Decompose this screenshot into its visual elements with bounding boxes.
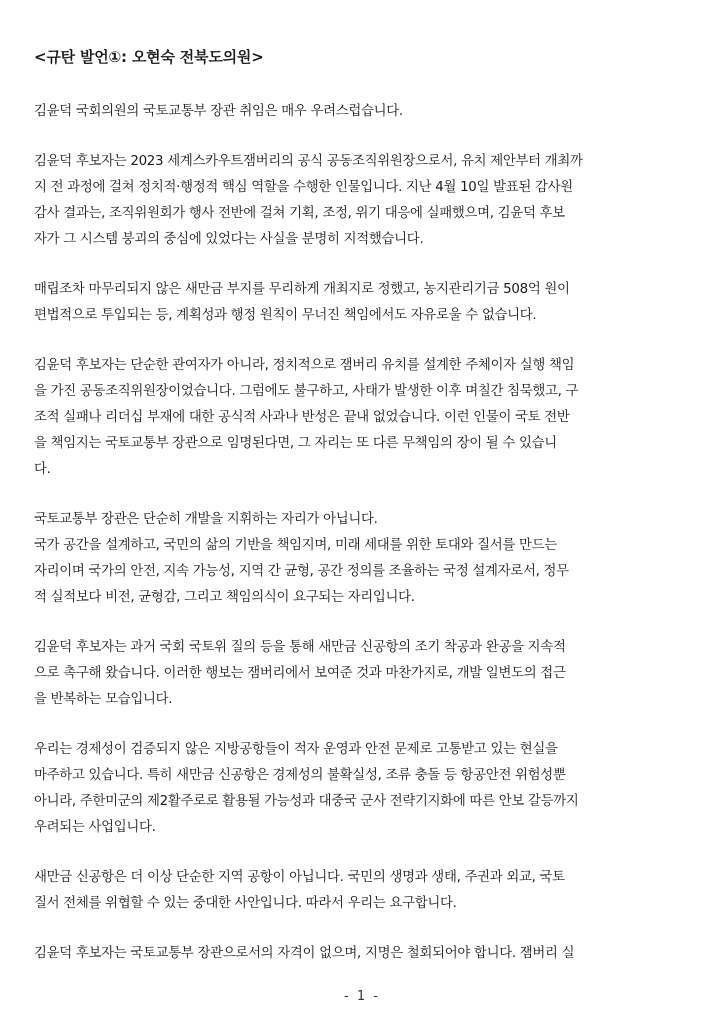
paragraph: [34, 865, 694, 917]
paragraph-line: 을 가진 공동조직위원장이었습니다. 그럼에도 불구하고, 사태가 발생한 이후 며칠간 침묵했고, 구: [34, 384, 579, 399]
paragraph-line: 질서 전체를 위협할 수 있는 중대한 사안입니다. 따라서 우리는 요구합니다.: [34, 896, 457, 911]
paragraph-line: 다.: [34, 462, 51, 477]
document-body: [34, 99, 694, 967]
paragraph-line: 우리는 경제성이 검증되지 않은 지방공항들이 적자 운영과 안전 문제로 고통받고 있는 현실을: [34, 742, 558, 757]
paragraph-line: 김윤덕 국회의원의 국토교통부 장관 취임은 매우 우려스럽습니다.: [34, 104, 403, 119]
paragraph-line: 편법적으로 투입되는 등, 계획성과 행정 원칙이 무너진 책임에서도 자유로울 수 없습니다.: [34, 308, 537, 323]
paragraph-line: 으로 촉구해 왔습니다. 이러한 행보는 잼버리에서 보여준 것과 마찬가지로, 개발 일변도의 접근: [34, 666, 566, 681]
paragraph-line: 을 반복하는 모습입니다.: [34, 692, 173, 707]
paragraph-line: 아니라, 주한미군의 제2활주로로 활용될 가능성과 대중국 군사 전략기지화에 따른 안보 갈등까지: [34, 794, 579, 809]
paragraph-line: 지 전 과정에 걸쳐 정치적·행정적 핵심 역할을 수행한 인물입니다. 지난 4월 10일 발표된 감사원: [34, 180, 573, 195]
paragraph-line: 자리이며 국가의 안전, 지속 가능성, 지역 간 균형, 공간 정의를 조율하는 국정 설계자로서, 정무: [34, 564, 569, 579]
paragraph: [34, 941, 694, 967]
paragraph: [34, 507, 694, 611]
paragraph: [34, 353, 694, 483]
paragraph-line: 우려되는 사업입니다.: [34, 820, 156, 835]
paragraph-line: 을 책임지는 국토교통부 장관으로 임명된다면, 그 자리는 또 다른 무책임의 장이 될 수 있습니: [34, 436, 557, 451]
paragraph-line: 감사 결과는, 조직위원회가 행사 전반에 걸쳐 기획, 조정, 위기 대응에 실패했으며, 김윤덕 후보: [34, 206, 565, 221]
paragraph-line: 새만금 신공항은 더 이상 단순한 지역 공항이 아닙니다. 국민의 생명과 생태, 주권과 외교, 국토: [34, 870, 565, 885]
paragraph-line: 매립조차 마무리되지 않은 새만금 부지를 무리하게 개최지로 정했고, 농지관리기금 508억 원이: [34, 282, 570, 297]
paragraph: [34, 737, 694, 841]
document-title: <규탄 발언①: 오현숙 전북도의원>: [34, 48, 264, 66]
paragraph-line: 조적 실패나 리더십 부재에 대한 공식적 사과나 반성은 끝내 없었습니다. 이런 인물이 국토 전반: [34, 410, 570, 425]
document-page: [34, 46, 694, 991]
paragraph-line: 김윤덕 후보자는 국토교통부 장관으로서의 자격이 없으며, 지명은 철회되어야 합니다. 잼버리 실: [34, 946, 575, 961]
paragraph-line: 국가 공간을 설계하고, 국민의 삶의 기반을 책임지며, 미래 세대를 위한 토대와 질서를 만드는: [34, 538, 557, 553]
paragraph-line: 마주하고 있습니다. 특히 새만금 신공항은 경제성의 불확실성, 조류 충돌 등 항공안전 위험성뿐: [34, 768, 566, 783]
paragraph-line: 김윤덕 후보자는 단순한 관여자가 아니라, 정치적으로 잼버리 유치를 설계한 주체이자 실행 책임: [34, 358, 575, 373]
paragraph: [34, 149, 694, 253]
paragraph-line: 김윤덕 후보자는 과거 국회 국토위 질의 등을 통해 새만금 신공항의 조기 착공과 완공을 지속적: [34, 640, 566, 655]
paragraph-line: 자가 그 시스템 붕괴의 중심에 있었다는 사실을 분명히 지적했습니다.: [34, 232, 424, 247]
paragraph: [34, 635, 694, 713]
paragraph-line: 적 실적보다 비전, 균형감, 그리고 책임의식이 요구되는 자리입니다.: [34, 590, 415, 605]
paragraph-line: 김윤덕 후보자는 2023 세계스카우트잼버리의 공식 공동조직위원장으로서, 유치 제안부터 개최까: [34, 154, 583, 169]
paragraph: [34, 99, 694, 125]
paragraph-line: 국토교통부 장관은 단순히 개발을 지휘하는 자리가 아닙니다.: [34, 512, 378, 527]
page-number: - 1 -: [344, 989, 380, 1004]
paragraph: [34, 277, 694, 329]
